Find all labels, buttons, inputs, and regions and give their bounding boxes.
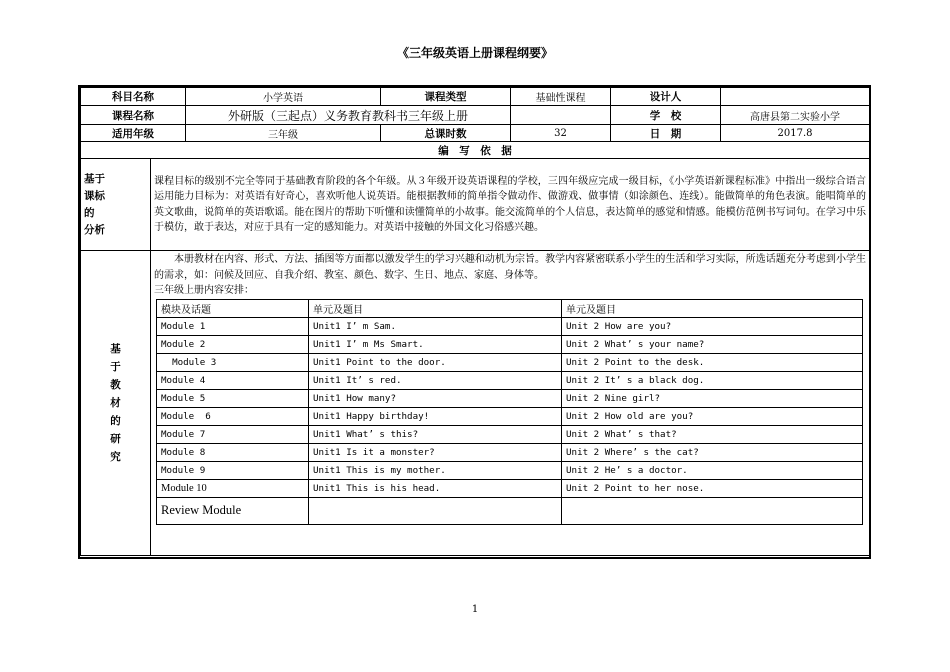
designer-value: [721, 88, 870, 106]
table-row: Module 5 Unit1 How many? Unit 2 Nine girl?: [157, 389, 863, 407]
header-unit-2: 单元及题目: [562, 299, 863, 317]
table-row: Module 4 Unit1 It’ s red. Unit 2 It’ s a black dog.: [157, 371, 863, 389]
table-row: Module 10 Unit1 This is his head. Unit 2 Point to her nose.: [157, 479, 863, 497]
document-title: 《三年级英语上册课程纲要》: [396, 46, 553, 60]
subject-value: 小学英语: [186, 88, 381, 106]
header-module: 模块及话题: [157, 299, 309, 317]
textbook-study-cell: [151, 251, 870, 556]
school-label: 学 校: [611, 106, 721, 125]
table-row: Module 6 Unit1 Happy birthday! Unit 2 How old are you?: [157, 407, 863, 425]
syllabus-table: [80, 87, 870, 556]
table-row: Module 3 Unit1 Point to the door. Unit 2 Point to the desk.: [157, 353, 863, 371]
textbook-side-label: 基 于 教 材 的 研 究: [81, 251, 151, 556]
total-hours-label: 总课时数: [381, 125, 511, 142]
date-value: 2017.8: [721, 125, 870, 142]
total-hours-value: 32: [511, 125, 611, 142]
table-row: Module 7 Unit1 What’ s this? Unit 2 What’ s that?: [157, 425, 863, 443]
date-label: 日 期: [611, 125, 721, 142]
table-row: Review Module: [157, 497, 863, 524]
textbook-intro-text: 本册教材在内容、形式、方法、插图等方面都以激发学生的学习兴趣和动机为宗旨。教学内容紧密联系小学生的生活和学习实际，所选话题充分考虑到小学生的需求，如：问候及回应、自我介绍、教室、颜色、数字、生日、地点、家庭、身体等。: [154, 254, 866, 281]
grade-label: 适用年级: [81, 125, 186, 142]
page-number: 1: [471, 604, 479, 615]
basis-header: 编 写 依 据: [81, 142, 870, 159]
table-row: Module 2 Unit1 I’ m Ms Smart. Unit 2 What’ s your name?: [157, 335, 863, 353]
content-arrangement-table: [156, 299, 863, 525]
subject-label: 科目名称: [81, 88, 186, 106]
standard-analysis-text: 课程目标的级别不完全等同于基础教育阶段的各个年级。从３年级开设英语课程的学校，三四年级应完成一级目标，《小学英语新课程标准》中指出一级综合语言运用能力目标为：对英语有好奇心，喜欢听他人说英语。能根据教师的简单指令做动作、做游戏、做事情（如涂颜色、连线）。能做简单的角色表演。能唱简单的英文歌曲，说简单的英语歌谣。能在图片的帮助下听懂和读懂简单的小故事。能交流简单的个人信息，表达简单的感觉和情感。能模仿范例书写词句。在学习中乐于模仿，敢于表达，对应于具有一定的感知能力。对英语中接触的外国文化习俗感兴趣。: [151, 159, 870, 251]
course-name-value: 外研版（三起点）义务教育教科书三年级上册: [186, 106, 511, 125]
course-type-value: 基础性课程: [511, 88, 611, 106]
table-row: Module 9 Unit1 This is my mother. Unit 2 He’ s a doctor.: [157, 461, 863, 479]
grade-value: 三年级: [186, 125, 381, 142]
designer-label: 设计人: [611, 88, 721, 106]
arrangement-label: 三年级上册内容安排：: [154, 285, 254, 296]
syllabus-table-frame: [78, 85, 871, 559]
course-name-label: 课程名称: [81, 106, 186, 125]
school-value: 高唐县第二实验小学: [721, 106, 870, 125]
table-row: Module 8 Unit1 Is it a monster? Unit 2 Where’ s the cat?: [157, 443, 863, 461]
course-name-value-cont: [511, 106, 611, 125]
course-type-label: 课程类型: [381, 88, 511, 106]
header-unit-1: 单元及题目: [309, 299, 562, 317]
standard-side-label: 基于 课标 的 分析: [81, 159, 151, 251]
table-row: Module 1 Unit1 I’ m Sam. Unit 2 How are you?: [157, 317, 863, 335]
